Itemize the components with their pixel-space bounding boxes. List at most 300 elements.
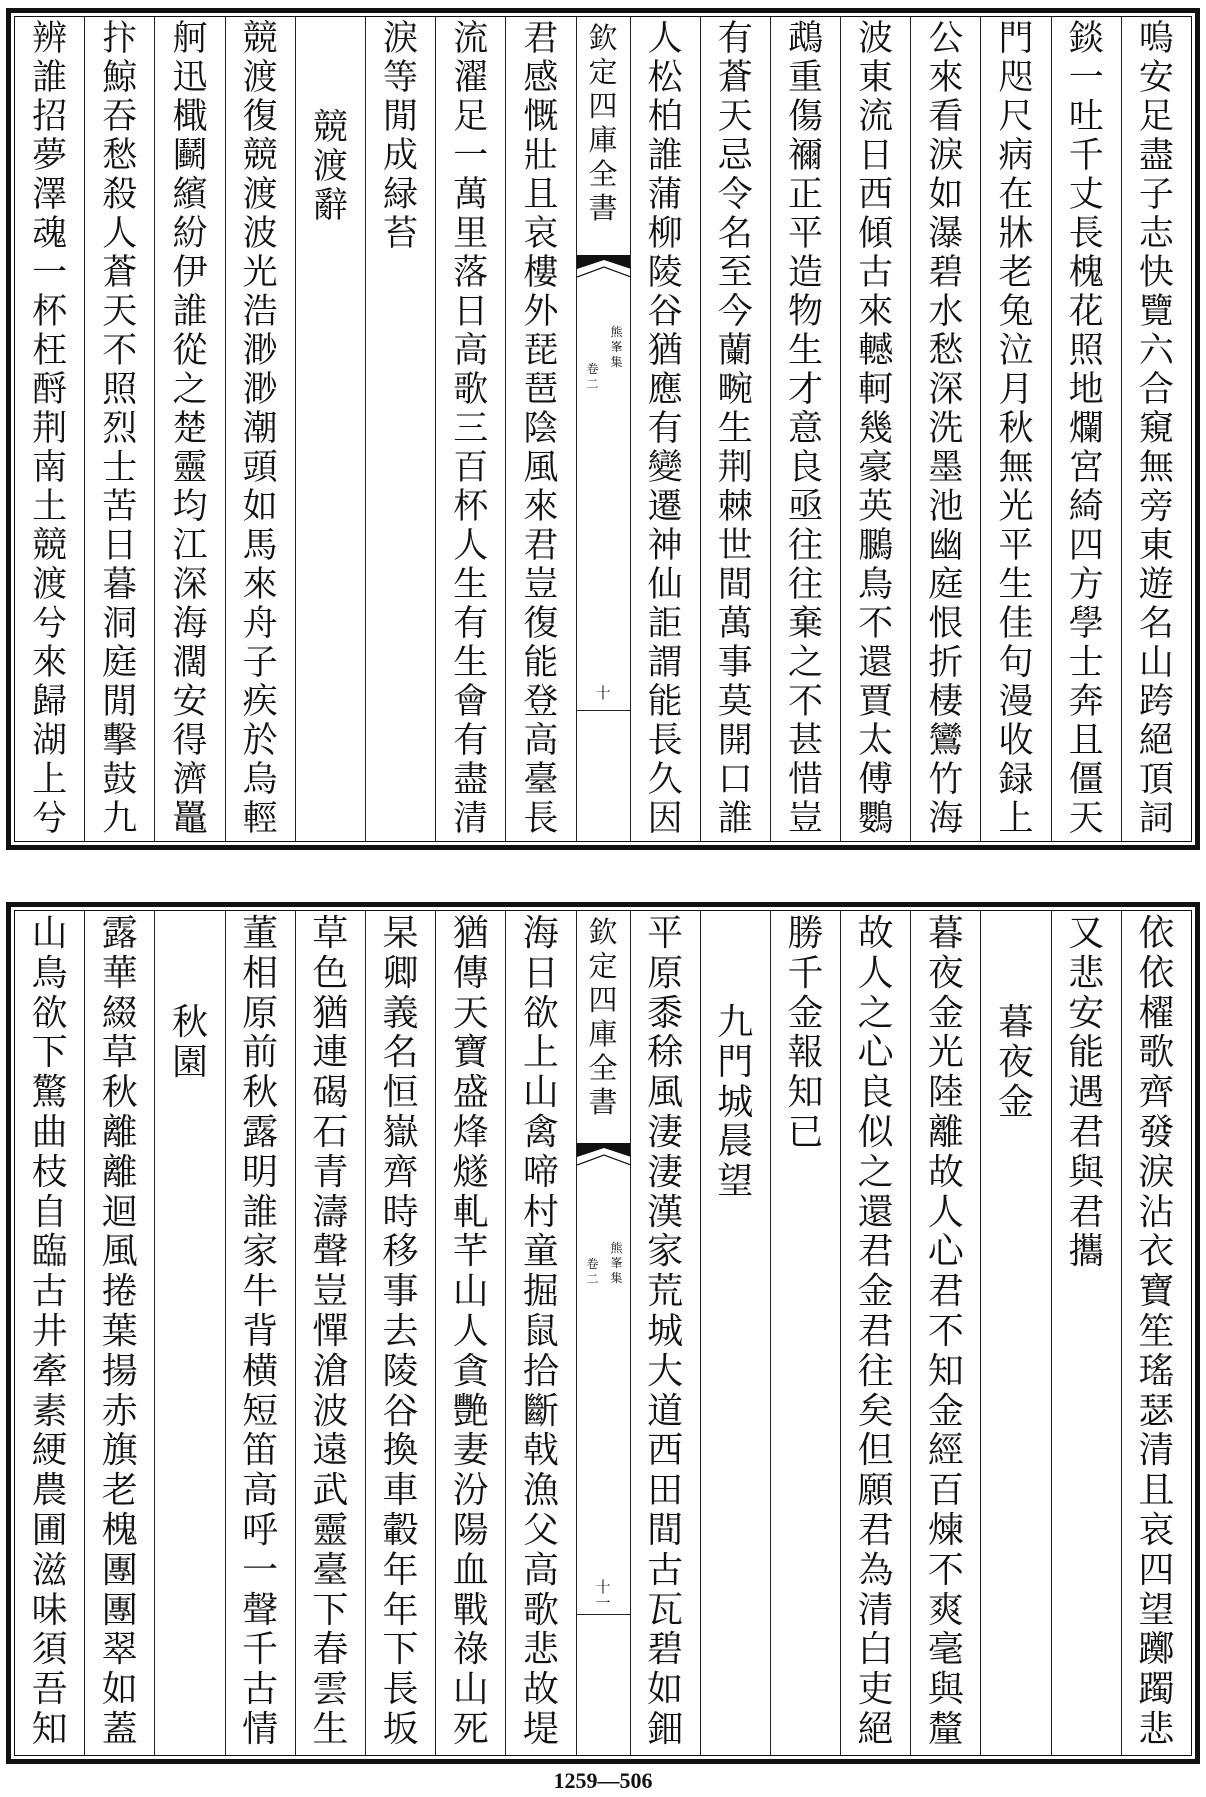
character: 定 — [588, 949, 618, 983]
character: 秋 — [242, 1072, 279, 1114]
character: 快 — [1138, 253, 1174, 293]
character: 平 — [787, 214, 823, 254]
character: 外 — [523, 292, 559, 332]
character: 舟 — [242, 604, 278, 644]
character: 遷 — [647, 487, 683, 527]
character: 紛 — [172, 214, 208, 254]
character: 露 — [101, 913, 138, 954]
character: 鼉 — [172, 799, 208, 839]
character: 子 — [1138, 175, 1174, 215]
book-title — [609, 1241, 625, 1286]
character: 誰 — [32, 58, 68, 98]
character: 鯨 — [102, 58, 138, 98]
character: 仙 — [647, 565, 683, 605]
character: 百 — [927, 1470, 964, 1512]
character: 董 — [242, 913, 279, 954]
character: 子 — [242, 643, 278, 683]
character: 谷 — [382, 1390, 419, 1432]
character: 春 — [312, 1629, 349, 1671]
character: 素 — [31, 1390, 68, 1432]
character: 卷 — [586, 362, 599, 376]
character: 欲 — [522, 992, 559, 1034]
character: 疾 — [242, 682, 278, 722]
character: 心 — [857, 1032, 894, 1074]
character: 依 — [1138, 913, 1175, 954]
text-column — [840, 17, 910, 841]
character: 惜 — [787, 760, 823, 800]
character: 老 — [998, 253, 1034, 293]
character: 三 — [453, 409, 489, 449]
character: 悲 — [1068, 952, 1105, 994]
character: 流 — [858, 97, 894, 137]
character: 録 — [998, 760, 1034, 800]
character: 與 — [927, 1669, 964, 1711]
poem-title — [154, 911, 224, 1755]
character: 忌 — [717, 136, 753, 176]
character: 與 — [1068, 1151, 1105, 1193]
character: 土 — [32, 487, 68, 527]
character: 陸 — [927, 1072, 964, 1114]
character: 旗 — [101, 1430, 138, 1472]
character: 遠 — [312, 1430, 349, 1472]
character: 慨 — [523, 97, 559, 137]
character: 高 — [242, 1470, 279, 1512]
text-column — [505, 17, 575, 841]
character: 金 — [927, 992, 964, 1034]
character: 燧 — [452, 1151, 489, 1193]
character: 傷 — [787, 97, 823, 137]
character: 上 — [522, 1032, 559, 1074]
character: 來 — [928, 58, 964, 98]
character: 潮 — [242, 409, 278, 449]
character: 迅 — [172, 58, 208, 98]
character: 靈 — [312, 1509, 349, 1551]
character: 吾 — [31, 1669, 68, 1711]
character: 靈 — [172, 448, 208, 488]
character: 長 — [382, 1669, 419, 1711]
character: 枝 — [31, 1151, 68, 1193]
character: 輕 — [242, 799, 278, 839]
page-number-rule — [577, 1614, 630, 1615]
character: 間 — [717, 565, 753, 605]
character: 庭 — [928, 565, 964, 605]
character: 煉 — [927, 1509, 964, 1551]
character: 依 — [1138, 952, 1175, 994]
character: 赤 — [101, 1390, 138, 1432]
character: 武 — [312, 1470, 349, 1512]
character: 烈 — [102, 409, 138, 449]
character: 臺 — [312, 1549, 349, 1591]
character: 伊 — [172, 253, 208, 293]
character: 開 — [717, 721, 753, 761]
character: 草 — [101, 1032, 138, 1074]
character: 從 — [172, 331, 208, 371]
character: 四 — [588, 983, 618, 1017]
character: 日 — [858, 136, 894, 176]
character: 渺 — [242, 370, 278, 410]
character: 陵 — [382, 1350, 419, 1392]
character: 往 — [787, 565, 823, 605]
character: 卿 — [382, 952, 419, 994]
character: 花 — [1068, 292, 1104, 332]
character: 瓦 — [647, 1589, 684, 1631]
character: 還 — [858, 643, 894, 683]
character: 苔 — [383, 214, 419, 254]
character: 兔 — [998, 292, 1034, 332]
character: 年 — [382, 1549, 419, 1591]
character: 陰 — [523, 409, 559, 449]
character: 壯 — [523, 136, 559, 176]
character: 君 — [857, 1310, 894, 1352]
character: 綆 — [31, 1430, 68, 1472]
character: 在 — [998, 175, 1034, 215]
character: 坂 — [382, 1708, 419, 1750]
character: 清 — [1138, 1430, 1175, 1472]
character: 鳥 — [31, 952, 68, 994]
character: 門 — [998, 19, 1034, 59]
character: 父 — [522, 1509, 559, 1551]
character: 鳥 — [858, 565, 894, 605]
character: 事 — [382, 1271, 419, 1313]
fish-tail-mark-icon — [577, 1143, 630, 1183]
character: 烏 — [242, 760, 278, 800]
character: 天 — [102, 292, 138, 332]
character: 似 — [857, 1111, 894, 1153]
character: 來 — [242, 565, 278, 605]
character: 風 — [647, 1072, 684, 1114]
character: 競 — [242, 136, 278, 176]
character: 四 — [1138, 1549, 1175, 1591]
character: 足 — [453, 97, 489, 137]
character: 一 — [1068, 58, 1104, 98]
character: 山 — [1138, 643, 1174, 683]
character: 光 — [998, 487, 1034, 527]
character: 蒼 — [102, 253, 138, 293]
character: 年 — [382, 1589, 419, 1631]
character: 老 — [101, 1470, 138, 1512]
character: 兮 — [32, 604, 68, 644]
character: 收 — [998, 721, 1034, 761]
character: 攜 — [1068, 1231, 1105, 1273]
character: 柏 — [647, 97, 683, 137]
character: 清 — [453, 799, 489, 839]
character: 不 — [927, 1310, 964, 1352]
character: 衣 — [1138, 1231, 1175, 1273]
character: 上 — [998, 799, 1034, 839]
character: 短 — [242, 1390, 279, 1432]
character: 九 — [102, 799, 138, 839]
text-column — [1051, 911, 1121, 1755]
character: 恒 — [382, 1072, 419, 1114]
character: 檝 — [172, 97, 208, 137]
character: 前 — [242, 1032, 279, 1074]
character: 上 — [32, 760, 68, 800]
character: 濟 — [172, 760, 208, 800]
character: 自 — [31, 1191, 68, 1233]
character: 祿 — [452, 1629, 489, 1671]
text-column — [225, 17, 295, 841]
character: 情 — [242, 1708, 279, 1750]
character: 東 — [858, 58, 894, 98]
character: 楚 — [172, 409, 208, 449]
character: 至 — [717, 253, 753, 293]
character: 感 — [523, 58, 559, 98]
character: 不 — [858, 604, 894, 644]
text-column — [15, 911, 84, 1755]
character: 波 — [312, 1390, 349, 1432]
character: 傾 — [858, 214, 894, 254]
character: 澤 — [32, 175, 68, 215]
character: 發 — [1138, 1111, 1175, 1153]
character: 笙 — [1138, 1310, 1175, 1352]
character: 日 — [102, 526, 138, 566]
character: 釐 — [927, 1708, 964, 1750]
character: 華 — [101, 952, 138, 994]
character: 翠 — [101, 1629, 138, 1671]
character: 復 — [242, 97, 278, 137]
character: 九 — [717, 1002, 754, 1043]
character: 遇 — [1068, 1072, 1105, 1114]
character: 汾 — [452, 1470, 489, 1512]
character: 誰 — [242, 1191, 279, 1233]
character: 夜 — [927, 952, 964, 994]
library-header — [577, 21, 630, 225]
character: 蒲 — [647, 175, 683, 215]
character: 陽 — [452, 1509, 489, 1551]
character: 杯 — [32, 292, 68, 332]
character: 棲 — [928, 682, 964, 722]
character: 人 — [857, 952, 894, 994]
character: 光 — [927, 1032, 964, 1074]
character: 尺 — [998, 97, 1034, 137]
character: 看 — [928, 97, 964, 137]
character: 流 — [453, 19, 489, 59]
character: 湖 — [32, 721, 68, 761]
text-column — [980, 17, 1050, 841]
character: 已 — [787, 1111, 824, 1153]
character: 稌 — [647, 1032, 684, 1074]
character: 瀑 — [928, 214, 964, 254]
character: 病 — [998, 136, 1034, 176]
text-column — [1121, 17, 1191, 841]
character: 驚 — [31, 1072, 68, 1114]
character: 賈 — [858, 682, 894, 722]
character: 君 — [523, 19, 559, 59]
character: 不 — [927, 1549, 964, 1591]
character: 君 — [1068, 1111, 1105, 1153]
character: 詎 — [647, 604, 683, 644]
character: 波 — [242, 214, 278, 254]
character: 高 — [453, 331, 489, 371]
character: 來 — [32, 643, 68, 683]
character: 志 — [1138, 214, 1174, 254]
character: 山 — [452, 1271, 489, 1313]
character: 魂 — [32, 214, 68, 254]
character: 拾 — [522, 1350, 559, 1392]
character: 山 — [522, 1072, 559, 1114]
character: 聲 — [242, 1589, 279, 1631]
character: 生 — [998, 565, 1034, 605]
character: 正 — [787, 175, 823, 215]
character: 愁 — [928, 331, 964, 371]
character: 浩 — [242, 292, 278, 332]
character: 生 — [453, 565, 489, 605]
character: 望 — [717, 1161, 754, 1203]
fish-tail-mark-icon — [577, 255, 630, 295]
character: 杲 — [382, 913, 419, 954]
character: 城 — [717, 1081, 754, 1123]
page-number — [577, 1579, 630, 1611]
character: 夜 — [998, 1041, 1035, 1083]
character: 貪 — [452, 1350, 489, 1392]
center-fold-column — [576, 17, 630, 841]
text-column — [840, 911, 910, 1755]
character: 誰 — [717, 799, 753, 839]
character: 離 — [101, 1151, 138, 1193]
character: 農 — [31, 1470, 68, 1512]
character: 莫 — [717, 682, 753, 722]
character: 躅 — [1138, 1669, 1175, 1711]
character: 濤 — [312, 1191, 349, 1233]
character: 古 — [858, 253, 894, 293]
poem-title — [700, 911, 770, 1755]
character: 招 — [32, 97, 68, 137]
character: 園 — [171, 1041, 208, 1083]
character: 欽 — [588, 915, 618, 949]
character: 濶 — [172, 643, 208, 683]
text-column — [435, 17, 505, 841]
character: 人 — [647, 19, 683, 59]
character: 人 — [927, 1191, 964, 1233]
text-column — [154, 17, 224, 841]
character: 色 — [312, 952, 349, 994]
character: 妻 — [452, 1430, 489, 1472]
character: 均 — [172, 487, 208, 527]
character: 戟 — [522, 1430, 559, 1472]
character: 生 — [787, 331, 823, 371]
character: 詞 — [1138, 799, 1174, 839]
character: 愁 — [102, 136, 138, 176]
character: 庭 — [102, 643, 138, 683]
character: 能 — [647, 682, 683, 722]
character: 道 — [647, 1390, 684, 1432]
character: 人 — [102, 214, 138, 254]
character: 書 — [588, 1085, 618, 1119]
character: 淚 — [928, 136, 964, 176]
character: 今 — [717, 292, 753, 332]
character: 誰 — [172, 292, 208, 332]
character: 荒 — [647, 1271, 684, 1313]
character: 一 — [595, 1594, 611, 1612]
character: 日 — [522, 952, 559, 994]
character: 夢 — [32, 136, 68, 176]
character: 萬 — [453, 175, 489, 215]
character: 深 — [172, 565, 208, 605]
character: 嶽 — [382, 1111, 419, 1153]
character: 歌 — [453, 370, 489, 410]
book-title — [609, 325, 625, 370]
character: 秋 — [998, 409, 1034, 449]
character: 且 — [1138, 1470, 1175, 1512]
text-column — [700, 17, 770, 841]
character: 君 — [1068, 1191, 1105, 1233]
character: 欽 — [588, 21, 618, 55]
character: 淚 — [383, 19, 419, 59]
text-column — [1051, 17, 1121, 841]
character: 渡 — [32, 565, 68, 605]
character: 海 — [522, 913, 559, 954]
character: 人 — [453, 526, 489, 566]
character: 造 — [787, 253, 823, 293]
character: 柳 — [647, 214, 683, 254]
character: 悲 — [1138, 1708, 1175, 1750]
character: 書 — [588, 191, 618, 225]
character: 秋 — [171, 1002, 208, 1043]
character: 青 — [312, 1151, 349, 1193]
character: 清 — [857, 1589, 894, 1631]
character: 金 — [927, 1390, 964, 1432]
character: 渡 — [312, 147, 348, 187]
character: 有 — [453, 604, 489, 644]
character: 門 — [717, 1041, 754, 1083]
character: 君 — [857, 1509, 894, 1551]
character: 恨 — [928, 604, 964, 644]
character: 啼 — [522, 1151, 559, 1193]
character: 鵩 — [858, 526, 894, 566]
character: 荆 — [32, 409, 68, 449]
volume-label — [585, 362, 601, 392]
character: 臺 — [523, 760, 559, 800]
character: 棘 — [717, 487, 753, 527]
character: 競 — [32, 526, 68, 566]
character: 集 — [610, 1271, 623, 1285]
character: 長 — [523, 799, 559, 839]
character: 有 — [647, 409, 683, 449]
character: 臨 — [31, 1231, 68, 1273]
character: 血 — [452, 1549, 489, 1591]
character: 去 — [382, 1310, 419, 1352]
character: 之 — [787, 643, 823, 683]
character: 竹 — [928, 760, 964, 800]
character: 換 — [382, 1430, 419, 1472]
character: 錟 — [1068, 19, 1104, 59]
character: 爛 — [1068, 409, 1104, 449]
character: 來 — [523, 487, 559, 527]
poem-title — [980, 911, 1050, 1755]
character: 意 — [787, 409, 823, 449]
character: 平 — [647, 913, 684, 954]
character: 渺 — [242, 331, 278, 371]
character: 齊 — [1138, 1072, 1175, 1114]
character: 安 — [1068, 992, 1105, 1034]
character: 如 — [928, 175, 964, 215]
character: 長 — [1068, 214, 1104, 254]
character: 石 — [312, 1111, 349, 1153]
character: 歌 — [1138, 1032, 1175, 1074]
character: 原 — [647, 952, 684, 994]
character: 長 — [647, 721, 683, 761]
character: 滋 — [31, 1549, 68, 1591]
character: 畹 — [717, 370, 753, 410]
character: 江 — [172, 526, 208, 566]
character: 烽 — [452, 1111, 489, 1153]
character: 覽 — [1138, 292, 1174, 332]
character: 鼓 — [102, 760, 138, 800]
character: 繽 — [172, 175, 208, 215]
character: 毫 — [927, 1629, 964, 1671]
character: 天 — [452, 992, 489, 1034]
character: 井 — [31, 1310, 68, 1352]
